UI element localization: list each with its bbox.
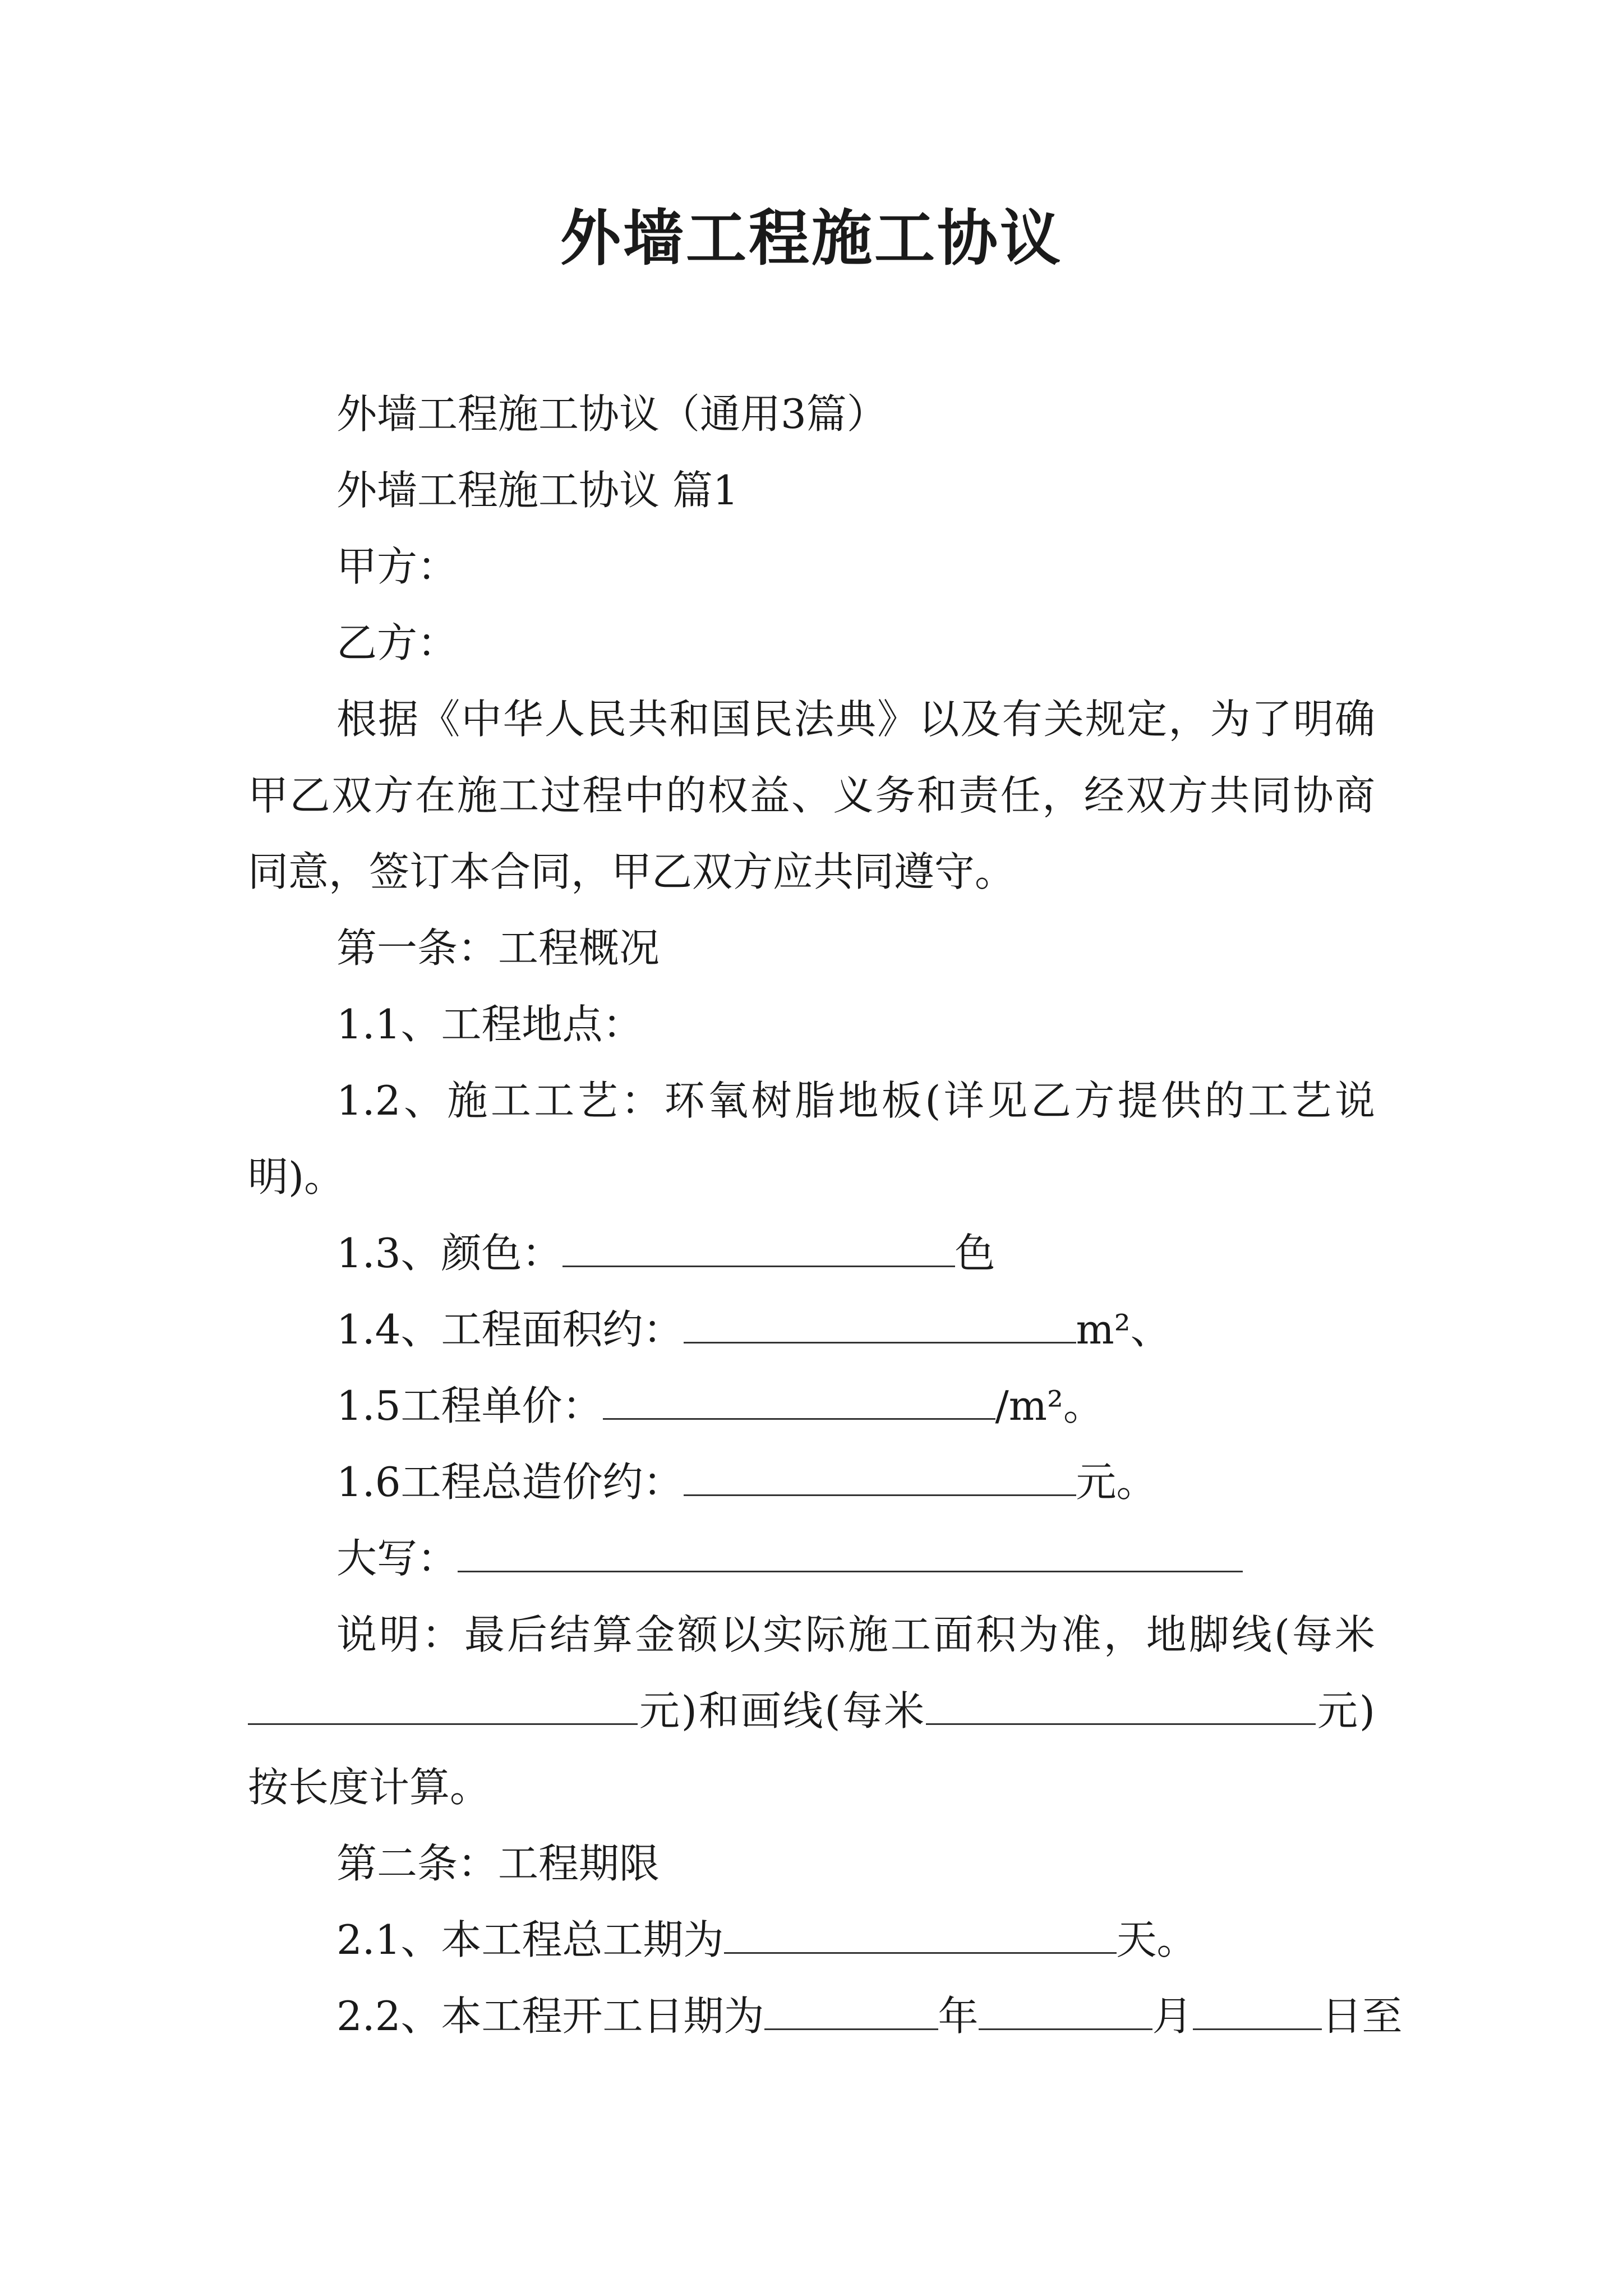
document-title: 外墙工程施工协议 — [560, 203, 1063, 274]
daxie-blank — [458, 1531, 1243, 1572]
item-1-3-label: 1.3、颜色： — [336, 1230, 562, 1277]
item-1-1: 1.1、工程地点： — [336, 1001, 643, 1048]
total-price-blank — [684, 1455, 1076, 1496]
baseboard-price-blank — [248, 1684, 638, 1725]
duration-blank — [724, 1913, 1117, 1954]
intro-paragraph: 根据《中华人民共和国民法典》以及有关规定，为了明确甲乙双方在施工过程中的权益、义务和责任，经双方共同协商同意，签订本合同，甲乙双方应共同遵守。 — [248, 696, 1375, 895]
item-1-2: 1.2、施工工艺：环氧树脂地板(详见乙方提供的工艺说明)。 — [248, 1077, 1375, 1200]
month-label: 月 — [1152, 1993, 1193, 2040]
item-1-6-suffix: 元。 — [1076, 1458, 1157, 1506]
item-2-1-suffix: 天。 — [1116, 1916, 1197, 1963]
article-1-heading: 第一条：工程概况 — [336, 924, 660, 972]
daxie-line — [248, 1520, 1375, 1596]
start-day-blank — [1193, 1989, 1322, 2030]
start-year-blank — [764, 1989, 938, 2030]
item-1-3-suffix: 色 — [955, 1230, 995, 1277]
party-b-line: 乙方： — [336, 619, 458, 666]
year-label: 年 — [938, 1993, 979, 2040]
area-blank — [684, 1303, 1076, 1343]
item-2-1-label: 2.1、本工程总工期为 — [336, 1916, 724, 1963]
chapter-heading: 外墙工程施工协议 篇1 — [336, 467, 739, 514]
item-1-5-suffix: /m²。 — [995, 1382, 1104, 1429]
item-2-2 — [248, 1978, 1403, 2054]
article-2-heading: 第二条：工程期限 — [336, 1840, 660, 1887]
party-a-line: 甲方： — [336, 543, 458, 590]
line-price-blank — [926, 1684, 1316, 1725]
item-1-3 — [248, 1215, 1375, 1291]
item-1-6-label: 1.6工程总造价约： — [336, 1458, 684, 1506]
item-1-5 — [248, 1368, 1375, 1444]
item-1-4-suffix: m²、 — [1076, 1306, 1171, 1353]
color-blank — [562, 1226, 955, 1267]
unit-price-blank — [603, 1379, 995, 1420]
item-1-6 — [248, 1444, 1375, 1520]
note-text-1: 说明：最后结算金额以实际施工面积为准，地脚线(每米 — [336, 1611, 1375, 1658]
day-to-label: 日至 — [1321, 1993, 1403, 2040]
item-1-4-label: 1.4、工程面积约： — [336, 1306, 684, 1353]
daxie-label: 大写： — [336, 1535, 458, 1582]
note-paragraph — [248, 1596, 1375, 1825]
start-month-blank — [979, 1989, 1152, 2030]
note-text-3: 元)按长度计算。 — [248, 1687, 1375, 1811]
subtitle: 外墙工程施工协议（通用3篇） — [336, 390, 887, 438]
item-2-2-label: 2.2、本工程开工日期为 — [336, 1993, 764, 2040]
document-body — [248, 376, 1403, 2054]
item-1-5-label: 1.5工程单价： — [336, 1382, 603, 1429]
note-text-2: 元)和画线(每米 — [638, 1687, 926, 1734]
item-1-4 — [248, 1291, 1375, 1368]
item-2-1 — [248, 1902, 1375, 1978]
